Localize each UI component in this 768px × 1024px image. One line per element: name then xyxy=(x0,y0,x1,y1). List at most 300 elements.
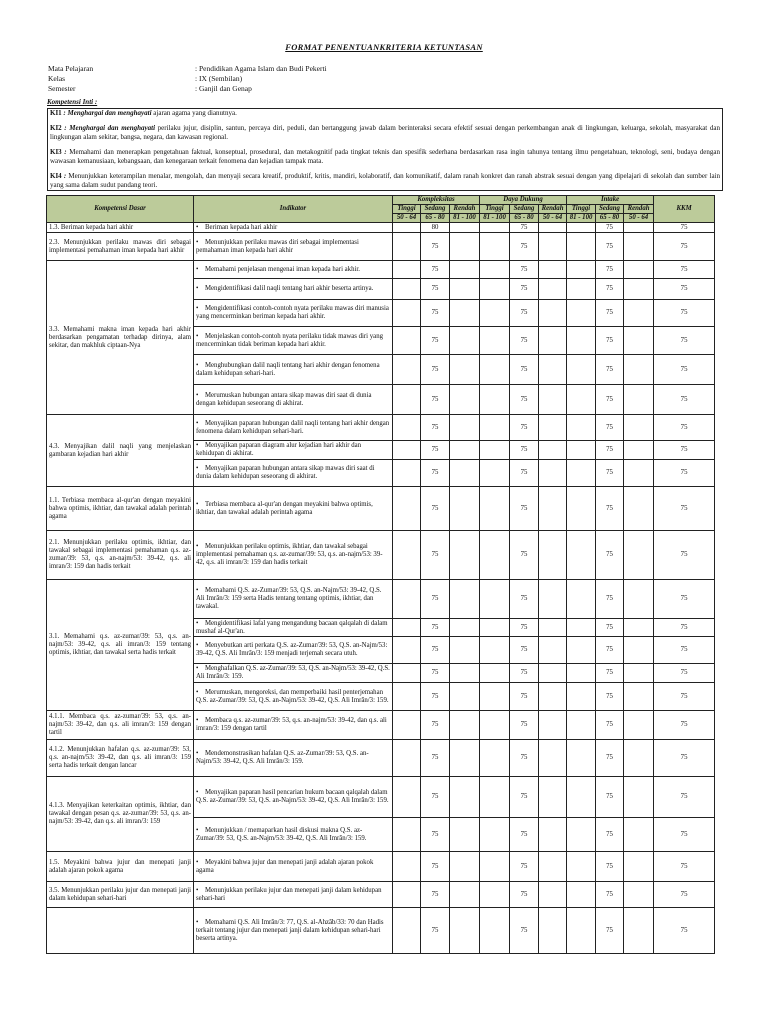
score-cell xyxy=(450,852,480,882)
kompetensi-dasar-cell: 2.3. Menunjukkan perilaku mawas diri sebagai implementasi pemahaman iman kepada hari akhir xyxy=(47,233,194,261)
indikator-text: Mengidentifikasi dalil naqli tentang hari akhir beserta artinya. xyxy=(205,285,374,292)
indikator-cell xyxy=(194,882,393,908)
score-cell xyxy=(393,279,421,300)
header-range: 50 - 64 xyxy=(393,214,421,223)
kkm-cell: 75 xyxy=(654,385,715,415)
indikator-text: Menyajikan paparan hasil pencarian hukum bacaan qalqalah dalam Q.S. az-Zumar/39: 53, Q.S. an-Najm/53: 39-42, Q.S. Ali Imrān/3: 159. xyxy=(196,789,389,804)
score-cell: 75 xyxy=(421,619,450,637)
score-cell xyxy=(393,261,421,279)
score-cell: 75 xyxy=(510,777,539,818)
score-cell xyxy=(567,852,596,882)
header-level: Sedang xyxy=(510,205,539,214)
document-meta xyxy=(48,64,595,94)
score-cell: 75 xyxy=(596,223,624,233)
score-cell xyxy=(393,619,421,637)
indikator-cell xyxy=(194,740,393,777)
indikator-cell xyxy=(194,261,393,279)
score-cell xyxy=(567,711,596,740)
score-cell xyxy=(480,637,510,664)
kompetensi-dasar-cell: 4.1.2. Menunjukkan hafalan q.s. az-zumar/39: 53, q.s. an-najm/53: 39-42, dan q.s. ali imran/3: 159 serta hadis terkait dengan lancar xyxy=(47,740,194,777)
header-range: 65 - 80 xyxy=(510,214,539,223)
score-cell: 75 xyxy=(510,683,539,711)
header-range: 65 - 80 xyxy=(421,214,450,223)
indikator-cell xyxy=(194,223,393,233)
score-cell xyxy=(480,740,510,777)
score-cell xyxy=(624,683,654,711)
score-cell xyxy=(393,460,421,487)
ki-heading: : xyxy=(61,148,67,156)
indikator-text: Memahami Q.S. az-Zumar/39: 53, Q.S. an-Najm/53: 39-42, Q.S. Ali Imrān/3: 159 serta Hadis tentang tentang optimis, ikhtiar, dan tawakal. xyxy=(196,587,382,610)
kompetensi-dasar-cell xyxy=(47,908,194,954)
kompetensi-dasar-cell: 4.1.3. Menyajikan keterkaitan optimis, ikhtiar, dan tawakal dengan pesan q.s. az-zumar/39: 53, q.s. an-najm/53: 39-42, dan q.s. ali imran/3: 159 xyxy=(47,777,194,852)
ki-text: Memahami dan menerapkan pengetahuan faktual, konseptual, prosedural, dan metakognitif pada tingkat teknis dan spesifik sederhana berdasarkan rasa ingin tahunya tentang ilmu pengetahuan, teknologi, seni, budaya dengan wawasan kemanusiaan, kebangsaan, dan kenegaraan terkait fenomena dan kejadian tampak mata. xyxy=(50,148,720,165)
score-cell xyxy=(450,683,480,711)
score-cell xyxy=(567,300,596,327)
ki-heading: : xyxy=(61,172,67,180)
score-cell xyxy=(393,882,421,908)
score-cell xyxy=(567,415,596,441)
score-cell xyxy=(450,460,480,487)
kkm-cell: 75 xyxy=(654,531,715,580)
score-cell xyxy=(567,664,596,683)
score-cell xyxy=(567,233,596,261)
score-cell xyxy=(624,740,654,777)
score-cell xyxy=(539,327,567,355)
score-cell xyxy=(624,818,654,852)
score-cell xyxy=(624,487,654,531)
score-cell xyxy=(450,487,480,531)
score-cell xyxy=(450,261,480,279)
kkm-cell: 75 xyxy=(654,852,715,882)
score-cell: 75 xyxy=(510,300,539,327)
score-cell xyxy=(480,415,510,441)
score-cell: 75 xyxy=(596,580,624,619)
score-cell xyxy=(624,882,654,908)
score-cell xyxy=(393,327,421,355)
bullet-icon: • xyxy=(196,442,199,449)
score-cell xyxy=(539,852,567,882)
score-cell: 75 xyxy=(421,740,450,777)
score-cell: 75 xyxy=(596,355,624,385)
bullet-icon: • xyxy=(196,789,199,796)
indikator-cell xyxy=(194,385,393,415)
table-row xyxy=(47,580,715,619)
meta-row xyxy=(48,64,595,74)
score-cell: 75 xyxy=(596,777,624,818)
score-cell xyxy=(567,355,596,385)
indikator-text: Merumuskan hubungan antara sikap mawas diri saat di dunia dengan kehidupan seseorang di akhirat. xyxy=(196,391,372,407)
indikator-text: Menunjukkan perilaku jujur dan menepati janji dalam kehidupan sehari-hari xyxy=(196,886,382,902)
score-cell xyxy=(539,637,567,664)
kompetensi-dasar-cell: 1.3. Beriman kepada hari akhir xyxy=(47,223,194,233)
score-cell xyxy=(624,460,654,487)
kkm-cell: 75 xyxy=(654,818,715,852)
score-cell: 75 xyxy=(421,441,450,460)
indikator-text: Mengidentifikasi contoh-contoh nyata perilaku mawas diri manusia yang mencerminkan beriman kepada hari akhir. xyxy=(196,305,389,320)
score-cell xyxy=(539,223,567,233)
score-cell: 75 xyxy=(421,487,450,531)
score-cell xyxy=(450,300,480,327)
indikator-text: Membaca q.s. az-zumar/39: 53, q.s. an-najm/53: 39-42, dan q.s. ali imran/3: 159 dengan tartil xyxy=(196,717,387,732)
indikator-cell xyxy=(194,487,393,531)
score-cell: 75 xyxy=(421,233,450,261)
score-cell: 75 xyxy=(421,580,450,619)
bullet-icon: • xyxy=(196,265,199,273)
indikator-cell xyxy=(194,415,393,441)
score-cell xyxy=(480,531,510,580)
indikator-cell xyxy=(194,460,393,487)
indikator-text: Menyajikan paparan hubungan antara sikap mawas diri saat di dunia dalam kehidupan seseorang di akhirat. xyxy=(196,465,375,480)
kompetensi-inti-box xyxy=(47,108,723,191)
bullet-icon: • xyxy=(196,688,199,696)
score-cell xyxy=(480,233,510,261)
kkm-cell: 75 xyxy=(654,279,715,300)
score-cell: 75 xyxy=(421,852,450,882)
score-cell xyxy=(539,531,567,580)
indikator-cell xyxy=(194,300,393,327)
score-cell: 75 xyxy=(596,279,624,300)
score-cell xyxy=(567,580,596,619)
score-cell xyxy=(450,441,480,460)
bullet-icon: • xyxy=(196,642,199,649)
score-cell: 75 xyxy=(421,355,450,385)
bullet-icon: • xyxy=(196,587,199,594)
score-cell xyxy=(393,740,421,777)
score-cell xyxy=(393,908,421,954)
ki-text: Menunjukkan keterampilan menalar, mengolah, dan menyaji secara kreatif, produktif, kritis, mandiri, kolaboratif, dan komunikatif, dalam ranah konkret dan ranah abstrak sesuai dengan yang dipelajari di sekolah dan sumber lain yang sama dalam sudut pandang teori. xyxy=(50,172,720,189)
score-cell xyxy=(539,233,567,261)
ki-code: KI4 xyxy=(50,172,62,180)
score-cell xyxy=(393,580,421,619)
header-range: 50 - 64 xyxy=(624,214,654,223)
ki-heading: : Menghargai dan menghayati xyxy=(61,109,152,117)
meta-label: Semester xyxy=(48,84,76,93)
score-cell: 75 xyxy=(510,385,539,415)
score-cell xyxy=(450,580,480,619)
score-cell: 75 xyxy=(510,355,539,385)
score-cell xyxy=(480,261,510,279)
score-cell xyxy=(450,619,480,637)
bullet-icon: • xyxy=(196,886,199,894)
table-row xyxy=(47,415,715,441)
score-cell: 75 xyxy=(510,619,539,637)
score-cell xyxy=(480,664,510,683)
score-cell xyxy=(624,777,654,818)
header-range: 81 - 100 xyxy=(480,214,510,223)
score-cell xyxy=(624,300,654,327)
score-cell xyxy=(539,300,567,327)
score-cell xyxy=(539,279,567,300)
score-cell xyxy=(450,818,480,852)
score-cell xyxy=(450,415,480,441)
score-cell: 75 xyxy=(421,531,450,580)
score-cell xyxy=(567,882,596,908)
score-cell xyxy=(393,487,421,531)
bullet-icon: • xyxy=(196,750,199,757)
score-cell xyxy=(624,327,654,355)
score-cell xyxy=(480,385,510,415)
meta-value: : IX (Sembilan) xyxy=(195,74,243,83)
score-cell: 75 xyxy=(596,852,624,882)
bullet-icon: • xyxy=(196,361,199,369)
score-cell xyxy=(567,223,596,233)
score-cell: 75 xyxy=(421,460,450,487)
score-cell: 75 xyxy=(596,441,624,460)
score-cell: 75 xyxy=(510,279,539,300)
header-range: 81 - 100 xyxy=(450,214,480,223)
kkm-cell: 75 xyxy=(654,882,715,908)
header-range: 50 - 64 xyxy=(539,214,567,223)
meta-label: Kelas xyxy=(48,74,66,83)
kkm-cell: 75 xyxy=(654,261,715,279)
score-cell xyxy=(567,441,596,460)
meta-label: Mata Pelajaran xyxy=(48,64,94,73)
table-row xyxy=(47,487,715,531)
table-row xyxy=(47,908,715,954)
score-cell xyxy=(567,279,596,300)
score-cell xyxy=(450,740,480,777)
table-row xyxy=(47,852,715,882)
score-cell xyxy=(624,637,654,664)
bullet-icon: • xyxy=(196,238,199,246)
header-level: Rendah xyxy=(539,205,567,214)
score-cell: 75 xyxy=(421,415,450,441)
score-cell xyxy=(480,852,510,882)
score-cell xyxy=(624,711,654,740)
score-cell: 75 xyxy=(596,818,624,852)
score-cell xyxy=(393,683,421,711)
score-cell xyxy=(393,531,421,580)
score-cell xyxy=(624,279,654,300)
score-cell xyxy=(624,355,654,385)
score-cell: 75 xyxy=(596,882,624,908)
header-level: Sedang xyxy=(421,205,450,214)
table-row xyxy=(47,777,715,818)
score-cell: 75 xyxy=(596,711,624,740)
score-cell: 75 xyxy=(510,908,539,954)
score-cell: 75 xyxy=(421,637,450,664)
score-cell xyxy=(567,385,596,415)
kkm-cell: 75 xyxy=(654,487,715,531)
score-cell xyxy=(624,223,654,233)
score-cell: 75 xyxy=(421,261,450,279)
score-cell xyxy=(624,580,654,619)
bullet-icon: • xyxy=(196,826,199,834)
score-cell: 75 xyxy=(421,777,450,818)
indikator-cell xyxy=(194,580,393,619)
indikator-text: Memahami Q.S. Ali Imrān/3: 77, Q.S. al-Ahzāb/33: 70 dan Hadis terkait tentang jujur dan menepati janji dalam kehidupan sehari-hari beserta artinya. xyxy=(196,918,384,942)
header-level: Sedang xyxy=(596,205,624,214)
kkm-cell: 75 xyxy=(654,415,715,441)
indikator-text: Meyakini bahwa jujur dan menepati janji adalah ajaran pokok agama xyxy=(196,858,374,874)
score-cell: 75 xyxy=(510,664,539,683)
score-cell xyxy=(393,415,421,441)
bullet-icon: • xyxy=(196,419,199,427)
indikator-text: Menunjukkan perilaku optimis, ikhtiar, dan tawakal sebagai implementasi pemahaman q.s. az-zumar/39: 53, q.s. an-najm/53: 39-42, q.s. ali imran/3: 159 dan hadis terkait xyxy=(196,543,383,566)
score-cell: 75 xyxy=(596,908,624,954)
header-level: Tinggi xyxy=(393,205,421,214)
score-cell: 75 xyxy=(596,531,624,580)
score-cell xyxy=(567,619,596,637)
score-cell xyxy=(393,355,421,385)
kkm-cell: 75 xyxy=(654,908,715,954)
indikator-text: Mendemonstrasikan hafalan Q.S. az-Zumar/39: 53, Q.S. an-Najm/53: 39-42, Q.S. Ali Imrān/3: 159. xyxy=(196,750,369,765)
kompetensi-dasar-cell: 1.5. Meyakini bahwa jujur dan menepati janji adalah ajaran pokok agama xyxy=(47,852,194,882)
indikator-cell xyxy=(194,279,393,300)
bullet-icon: • xyxy=(196,332,199,340)
score-cell xyxy=(480,777,510,818)
score-cell: 75 xyxy=(510,531,539,580)
score-cell xyxy=(450,233,480,261)
header-level: Tinggi xyxy=(480,205,510,214)
indikator-text: Mengidentifikasi lafal yang mengandung bacaan qalqalah di dalam mushaf al-Qur'an. xyxy=(196,619,388,635)
kkm-cell: 75 xyxy=(654,355,715,385)
score-cell: 75 xyxy=(421,818,450,852)
indikator-text: Menunjukkan perilaku mawas diri sebagai implementasi pemahaman iman kepada hari akhir xyxy=(196,238,359,254)
score-cell xyxy=(539,882,567,908)
header-level: Rendah xyxy=(624,205,654,214)
indikator-text: Menyajikan paparan diagram alur kejadian hari akhir dan kehidupan di akhirat. xyxy=(196,442,362,457)
table-row xyxy=(47,223,715,233)
bullet-icon: • xyxy=(196,543,199,550)
header-kompetensi-dasar: Kompetensi Dasar xyxy=(47,196,194,223)
table-row xyxy=(47,261,715,279)
indikator-cell xyxy=(194,664,393,683)
indikator-cell xyxy=(194,637,393,664)
kompetensi-dasar-cell: 3.3. Memahami makna iman kepada hari akhir berdasarkan pengamatan terhadap dirinya, alam sekitar, dan makhluk ciptaan-Nya xyxy=(47,261,194,415)
ki-code: KI3 xyxy=(50,148,62,156)
score-cell: 75 xyxy=(596,385,624,415)
meta-row xyxy=(48,84,595,94)
indikator-cell xyxy=(194,818,393,852)
score-cell xyxy=(480,355,510,385)
score-cell xyxy=(393,300,421,327)
score-cell: 75 xyxy=(596,460,624,487)
score-cell: 75 xyxy=(510,637,539,664)
score-cell: 75 xyxy=(596,683,624,711)
table-row xyxy=(47,233,715,261)
score-cell xyxy=(450,223,480,233)
indikator-text: Merumuskan, mengoreksi, dan memperbaiki hasil penterjemahan Q.S. az-Zumar/39: 53, Q.S. an-Najm/53: 39-42, Q.S. Ali Imrān/3: 159. xyxy=(196,688,389,704)
ki-item xyxy=(50,172,720,190)
score-cell xyxy=(624,441,654,460)
score-cell xyxy=(480,683,510,711)
score-cell xyxy=(393,818,421,852)
kompetensi-dasar-cell: 4.1.1. Membaca q.s. az-zumar/39: 53, q.s. an-najm/53: 39-42, dan q.s. ali imran/3: 159 dengan tartil xyxy=(47,711,194,740)
score-cell xyxy=(539,460,567,487)
score-cell xyxy=(539,711,567,740)
header-indikator: Indikator xyxy=(194,196,393,223)
header-kkm: KKM xyxy=(654,196,715,223)
score-cell xyxy=(450,664,480,683)
score-cell xyxy=(624,852,654,882)
score-cell xyxy=(393,441,421,460)
score-cell xyxy=(539,683,567,711)
score-cell: 75 xyxy=(421,908,450,954)
kkm-cell: 75 xyxy=(654,619,715,637)
score-cell: 75 xyxy=(421,327,450,355)
score-cell xyxy=(539,818,567,852)
header-level: Tinggi xyxy=(567,205,596,214)
indikator-cell xyxy=(194,711,393,740)
score-cell: 75 xyxy=(421,385,450,415)
score-cell: 75 xyxy=(510,711,539,740)
indikator-text: Menghubungkan dalil naqli tentang hari akhir dengan fenomena dalam kehidupan sehari-hari. xyxy=(196,361,380,377)
score-cell: 75 xyxy=(596,740,624,777)
score-cell xyxy=(567,683,596,711)
score-cell xyxy=(480,487,510,531)
bullet-icon: • xyxy=(196,665,199,672)
score-cell: 75 xyxy=(596,300,624,327)
ki-item xyxy=(50,148,720,166)
header-range: 81 - 100 xyxy=(567,214,596,223)
score-cell xyxy=(480,619,510,637)
score-cell xyxy=(567,908,596,954)
score-cell xyxy=(450,279,480,300)
score-cell: 75 xyxy=(596,327,624,355)
score-cell xyxy=(567,637,596,664)
header-intake: Intake xyxy=(567,196,654,205)
score-cell: 75 xyxy=(421,882,450,908)
score-cell xyxy=(480,300,510,327)
indikator-text: Menghafalkan Q.S. az-Zumar/39: 53, Q.S. an-Najm/53: 39-42, Q.S. Ali Imrān/3: 159. xyxy=(196,665,390,680)
score-cell xyxy=(393,233,421,261)
indikator-cell xyxy=(194,441,393,460)
table-row xyxy=(47,711,715,740)
indikator-cell xyxy=(194,327,393,355)
score-cell xyxy=(450,385,480,415)
bullet-icon: • xyxy=(196,223,199,231)
kompetensi-inti-section xyxy=(47,98,723,191)
score-cell xyxy=(539,261,567,279)
indikator-text: Menyajikan paparan hubungan dalil naqli tentang hari akhir dengan fenomena dalam kehidupan sehari-hari. xyxy=(196,419,390,435)
bullet-icon: • xyxy=(196,619,199,627)
score-cell xyxy=(624,664,654,683)
score-cell: 75 xyxy=(421,664,450,683)
kkm-cell: 75 xyxy=(654,580,715,619)
score-cell xyxy=(539,487,567,531)
indikator-cell xyxy=(194,908,393,954)
kkm-cell: 75 xyxy=(654,300,715,327)
indikator-text: Terbiasa membaca al-qur'an dengan meyakini bahwa optimis, ikhtiar, dan tawakal adalah perintah agama xyxy=(196,500,373,516)
score-cell xyxy=(567,818,596,852)
score-cell xyxy=(393,664,421,683)
score-cell xyxy=(539,664,567,683)
score-cell xyxy=(567,487,596,531)
document-title: FORMAT PENENTUANKRITERIA KETUNTASAN xyxy=(285,42,483,52)
score-cell: 75 xyxy=(510,487,539,531)
score-cell xyxy=(393,852,421,882)
score-cell: 75 xyxy=(510,327,539,355)
kkm-cell: 75 xyxy=(654,233,715,261)
bullet-icon: • xyxy=(196,858,199,866)
kompetensi-dasar-cell: 2.1. Menunjukkan perilaku optimis, ikhtiar, dan tawakal sebagai implementasi pemahaman q.s. az-zumar/39: 53, q.s. an-najm/53: 39-42, q.s. ali imran/3: 159 dan hadis terkait xyxy=(47,531,194,580)
bullet-icon: • xyxy=(196,717,199,724)
score-cell xyxy=(567,460,596,487)
score-cell: 75 xyxy=(596,261,624,279)
kkm-cell: 75 xyxy=(654,740,715,777)
meta-value: : Pendidikan Agama Islam dan Budi Pekerti xyxy=(195,64,327,73)
score-cell: 75 xyxy=(510,441,539,460)
indikator-text: Menyebutkan arti perkata Q.S. az-Zumar/39: 53, Q.S. an-Najm/53: 39-42, Q.S. Ali Imrān/3: 159 menjadi terjemah secara utuh. xyxy=(196,642,388,657)
indikator-cell xyxy=(194,619,393,637)
meta-value: : Ganjil dan Genap xyxy=(195,84,252,93)
score-cell xyxy=(539,619,567,637)
kkm-cell: 75 xyxy=(654,223,715,233)
score-cell xyxy=(480,441,510,460)
score-cell xyxy=(450,711,480,740)
score-cell: 75 xyxy=(510,261,539,279)
